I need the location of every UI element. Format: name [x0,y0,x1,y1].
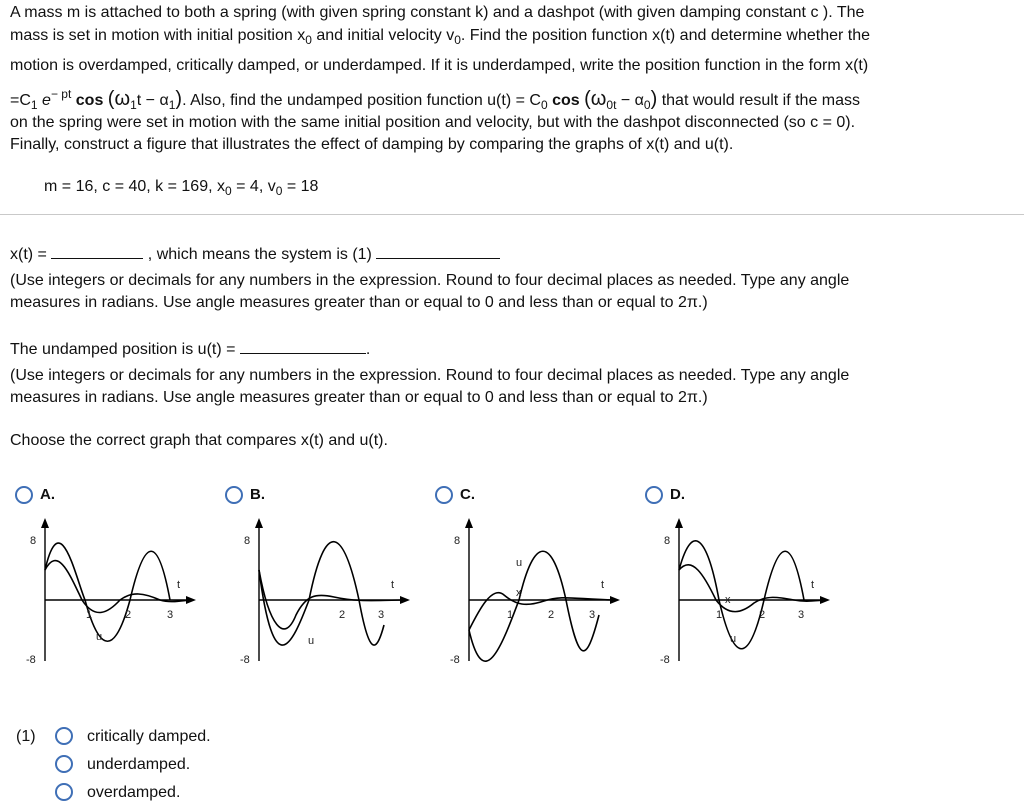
tick-3: 3 [167,609,174,621]
u-curve [469,551,599,661]
tick-3: 3 [378,609,385,621]
y-bottom-label: -8 [240,654,250,666]
graph-c[interactable] [444,515,634,665]
option-critically-damped-label[interactable]: critically damped. [87,728,211,745]
option-underdamped-radio[interactable] [55,755,73,773]
instructions-1b: measures in radians. Use angle measures greater than or equal to 0 and less than or equal to 2π.) [10,294,708,311]
instructions-2a: (Use integers or decimals for any numbers in the expression. Round to four decimal places as needed. Type any angle [10,367,850,384]
t-label: t [811,579,815,591]
x-of-t-input[interactable] [51,244,143,259]
problem-line-3: motion is overdamped, critically damped, or underdamped. If it is underdamped, write the position function in the form x(t) [10,57,869,74]
option-d-letter: D. [670,486,685,503]
instructions-2b: measures in radians. Use angle measures greater than or equal to 0 and less than or equal to 2π.) [10,389,708,406]
x-of-t-label: x(t) = [10,246,47,263]
tick-2: 2 [759,609,766,621]
u-label: u [308,635,315,647]
x-label: x [725,594,731,606]
dropdown-1-label: (1) [16,728,36,745]
divider [0,214,1024,215]
system-type-dropdown[interactable] [376,244,500,259]
instructions-1a: (Use integers or decimals for any numbers in the expression. Round to four decimal places as needed. Type any angle [10,272,850,289]
option-b-radio[interactable] [225,486,243,504]
t-label: t [177,579,181,591]
y-bottom-label: -8 [26,654,36,666]
system-type-label: , which means the system is (1) [147,246,372,263]
problem-line-6: Finally, construct a figure that illustrates the effect of damping by comparing the graphs of x(t) and u(t). [10,136,734,153]
u-of-t-label: The undamped position is u(t) = [10,341,236,358]
tick-1: 1 [86,609,93,621]
y-bottom-label: -8 [450,654,460,666]
u-of-t-input[interactable] [240,339,366,354]
u-curve [679,541,804,649]
y-top-label: 8 [664,535,671,547]
tick-2: 2 [548,609,555,621]
option-c-radio[interactable] [435,486,453,504]
graph-d[interactable] [654,515,844,665]
x-label: x [516,587,522,599]
u-of-t-row: The undamped position is u(t) = . [10,341,371,358]
option-overdamped-radio[interactable] [55,783,73,801]
t-label: t [601,579,605,591]
graph-a[interactable] [20,515,210,665]
problem-line-5: on the spring were set in motion with the same initial position and velocity, but with the dashpot disconnected (so c = 0). [10,114,856,131]
tick-2: 2 [339,609,346,621]
x-of-t-row [10,244,500,265]
graph-prompt: Choose the correct graph that compares x(t) and u(t). [10,432,388,449]
problem-line-4: $=C_1$ $e^{- pt}$ $\cos (\omega_1t - \alpha_1)$. Also, find the undamped position function $u(t) = C_0$ $\cos (\omega_{0t} - \alpha_0)$ that would result if the mass [10,87,861,112]
option-b-letter: B. [250,486,265,503]
tick-3: 3 [589,609,596,621]
tick-1: 1 [716,609,723,621]
y-top-label: 8 [30,535,37,547]
given-values: m = 16, c = 40, k = 169, $x_0 = 4$, $v_0 = 18$ [44,178,319,198]
y-bottom-label: -8 [660,654,670,666]
problem-line-2: mass is set in motion with initial position $x_0$ and initial velocity $v_0$. Find the position function x(t) and determine whether the [10,27,871,47]
option-overdamped-label[interactable]: overdamped. [87,784,181,801]
option-a-radio[interactable] [15,486,33,504]
u-curve [45,543,170,641]
u-label: u [730,633,737,645]
u-label: u [516,557,523,569]
u-label: u [96,631,103,643]
y-top-label: 8 [454,535,461,547]
option-a-letter: A. [40,486,55,503]
option-critically-damped-radio[interactable] [55,727,73,745]
option-c-letter: C. [460,486,475,503]
option-underdamped-label[interactable]: underdamped. [87,756,191,773]
t-label: t [391,579,395,591]
option-d-radio[interactable] [645,486,663,504]
problem-line-1: A mass m is attached to both a spring (with given spring constant k) and a dashpot (with given damping constant c ). The [10,4,865,21]
tick-2: 2 [125,609,132,621]
x-curve [45,561,190,613]
tick-3: 3 [798,609,805,621]
graph-b[interactable] [234,515,424,665]
u-curve [259,542,384,645]
tick-1: 1 [507,609,514,621]
y-top-label: 8 [244,535,251,547]
